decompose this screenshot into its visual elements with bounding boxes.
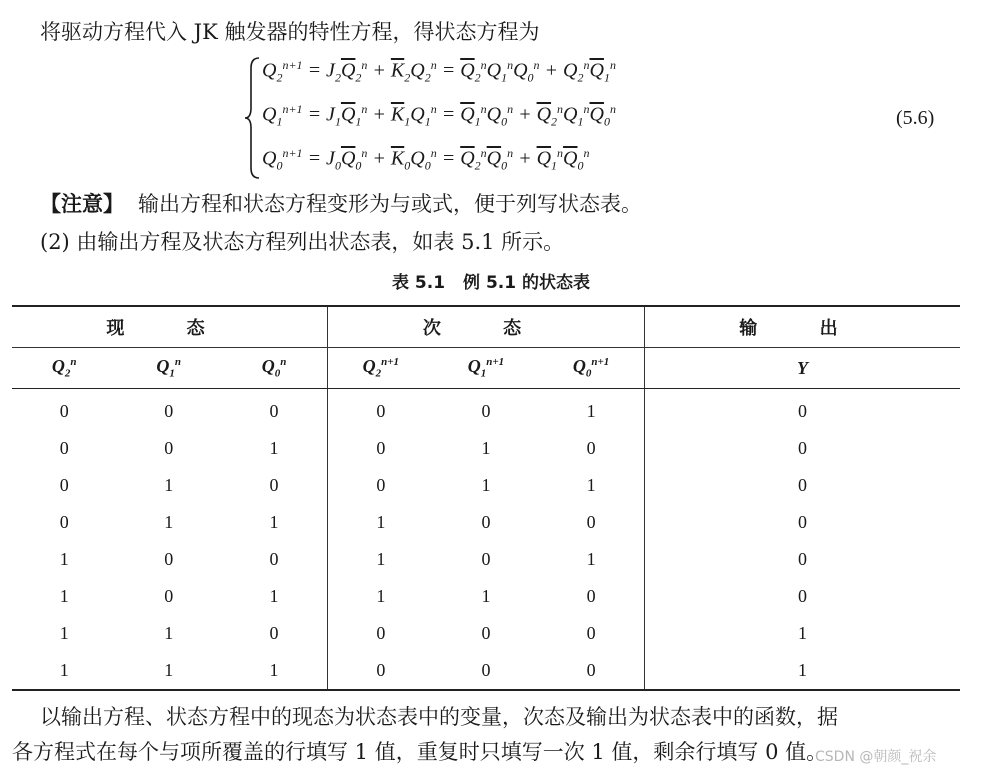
table-cell: 1 [269,438,279,458]
table-cell: 1 [586,475,596,495]
left-brace [244,54,262,182]
table-cell: 1 [164,475,174,495]
table-cell: 1 [164,623,174,643]
table-cell: 0 [586,438,596,458]
table-cell: 0 [164,549,174,569]
table-cell: 1 [328,578,434,615]
table-cell: 0 [59,438,69,458]
table-cell: 0 [644,467,960,504]
header-q0n: $Q_0^n$ [221,348,328,389]
intro-text: 将驱动方程代入 JK 触发器的特性方程，得状态方程为 [40,20,540,44]
equation-q1: $Q_1^{n+1} = J_1\overline{Q}_1^n + \overline{K}_1Q_1^n = \overline{Q}_1^nQ_0^n + \overline{Q}_2^nQ_1^n\overline{Q}_0^n$ [262,102,616,129]
table-number: 表 5.1 [392,273,446,293]
table-cell: 0 [59,475,69,495]
table-title: 例 5.1 的状态表 [463,273,590,293]
table-cell: 1 [164,660,174,680]
table-cell: 1 [59,660,69,680]
header-q1n: $Q_1^n$ [116,348,220,389]
step-text: (2) 由输出方程及状态方程列出状态表，如表 5.1 所示。 [40,230,565,254]
table-cell: 0 [328,652,434,690]
table-cell: 1 [269,586,279,606]
table-cell: 0 [269,549,279,569]
table-cell: 0 [269,623,279,643]
table-row [12,615,960,652]
table-cell: 1 [481,438,491,458]
group-next-state: 次 态 [328,306,645,348]
table-cell: 0 [644,578,960,615]
table-cell: 0 [59,401,69,421]
table-caption [0,268,982,293]
table-cell: 0 [328,430,434,467]
table-cell: 0 [586,623,596,643]
note-text: 输出方程和状态方程变形为与或式，便于列写状态表。 [138,192,642,216]
header-y: Y [644,348,960,389]
table-cell: 1 [59,549,69,569]
header-q0n1: $Q_0^{n+1}$ [538,348,644,389]
table-cell: 0 [586,512,596,532]
table-cell: 1 [328,541,434,578]
table-cell: 1 [59,586,69,606]
table-cell: 0 [644,504,960,541]
table-cell: 1 [269,660,279,680]
table-cell: 0 [644,541,960,578]
table-cell: 0 [644,389,960,431]
group-present-state: 现 态 [12,306,328,348]
table-cell: 0 [481,660,491,680]
note-line [40,188,642,218]
group-output: 输 出 [644,306,960,348]
equation-q0: $Q_0^{n+1} = J_0\overline{Q}_0^n + \overline{K}_0Q_0^n = \overline{Q}_2^n\overline{Q}_0^n + \overline{Q}_1^n\overline{Q}_0^n$ [262,146,590,173]
table-cell: 1 [269,512,279,532]
paragraph-line-2: 各方程式在每个与项所覆盖的行填写 1 值，重复时只填写一次 1 值，剩余行填写 0 值。 [12,740,828,764]
table-cell: 0 [269,401,279,421]
table-cell: 1 [59,623,69,643]
equation-number: (5.6) [896,107,935,129]
table-cell: 0 [328,389,434,431]
table-row [12,504,960,541]
equation-q2: $Q_2^{n+1} = J_2\overline{Q}_2^n + \overline{K}_2Q_2^n = \overline{Q}_2^nQ_1^nQ_0^n + Q_2^n\overline{Q}_1^n$ [262,58,616,85]
header-q2n: $Q_2^n$ [12,348,116,389]
watermark: CSDN @朝颜_祝余 [815,749,937,765]
table-cell: 0 [586,586,596,606]
table-cell: 1 [328,504,434,541]
table-cell: 0 [481,623,491,643]
table-variable-header [12,348,960,389]
table-cell: 1 [644,652,960,690]
table-cell: 1 [164,512,174,532]
table-cell: 0 [481,512,491,532]
table-cell: 1 [586,401,596,421]
table-cell: 0 [59,512,69,532]
table-cell: 0 [164,401,174,421]
table-cell: 1 [481,586,491,606]
table-cell: 0 [328,615,434,652]
table-cell: 0 [269,475,279,495]
table-body [12,389,960,691]
paragraph-line-1: 以输出方程、状态方程中的现态为状态表中的变量，次态及输出为状态表中的函数，据 [40,705,838,729]
table-row [12,578,960,615]
table-cell: 1 [644,615,960,652]
table-row [12,389,960,431]
table-row [12,430,960,467]
table-cell: 0 [328,467,434,504]
header-q2n1: $Q_2^{n+1}$ [328,348,434,389]
table-cell: 0 [481,401,491,421]
table-cell: 0 [644,430,960,467]
table-cell: 0 [164,586,174,606]
table-cell: 0 [481,549,491,569]
table-cell: 1 [481,475,491,495]
table-row [12,652,960,690]
table-row [12,541,960,578]
table-cell: 0 [586,660,596,680]
table-cell: 0 [164,438,174,458]
table-group-header [12,306,960,348]
table-cell: 1 [586,549,596,569]
header-q1n1: $Q_1^{n+1}$ [434,348,539,389]
table-row [12,467,960,504]
state-table [12,305,960,691]
note-label: 【注意】 [40,192,124,216]
state-equations [244,54,804,182]
